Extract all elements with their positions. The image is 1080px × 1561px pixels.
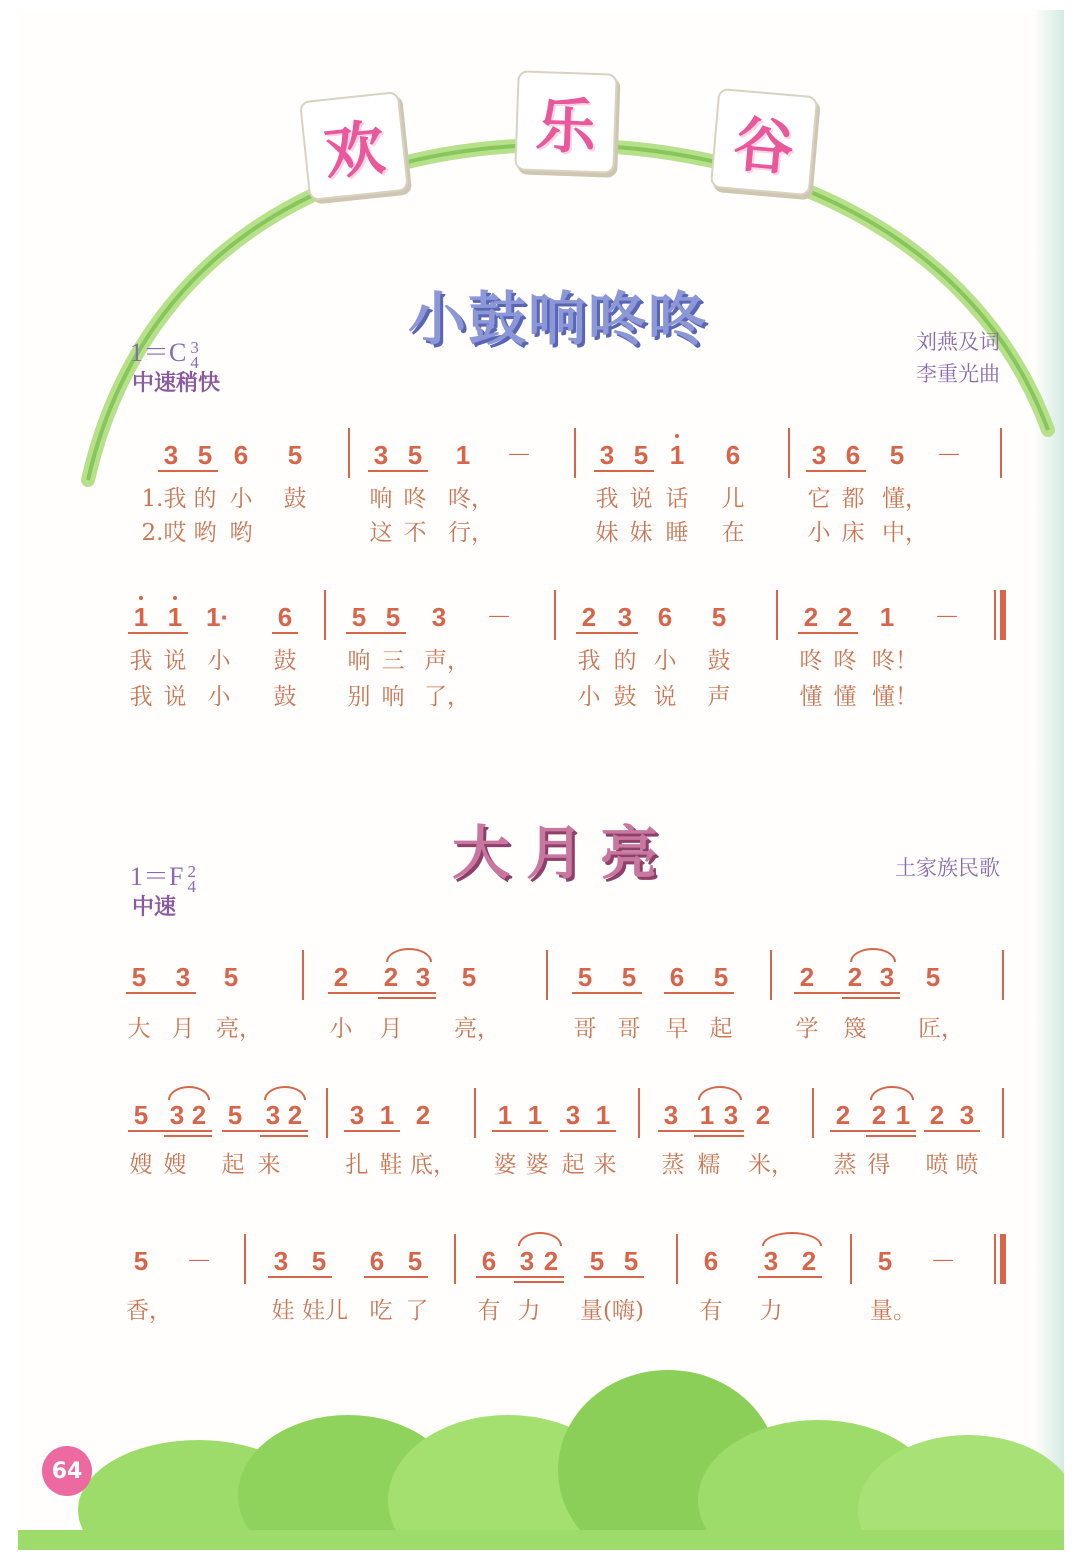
lyric: 我: [129, 684, 153, 710]
lyric: 鞋: [379, 1152, 403, 1178]
lyric: 响: [381, 684, 405, 710]
note: 3: [265, 1100, 281, 1130]
note: 5: [407, 440, 423, 470]
song1-title: 小鼓响咚咚: [408, 285, 709, 353]
song1-credits: [916, 326, 1000, 390]
underline: [798, 632, 858, 634]
lyric: 咚: [833, 648, 857, 674]
note: 5: [577, 962, 593, 992]
note: 2: [847, 962, 863, 992]
underline: [572, 992, 642, 994]
lyric: 哥: [617, 1016, 641, 1042]
lyric: 不: [403, 520, 427, 546]
underline: [368, 470, 428, 472]
underline: [476, 1276, 564, 1278]
note: 2: [835, 1100, 851, 1130]
barline: [474, 1088, 476, 1138]
note: 3: [175, 962, 191, 992]
final-barline-thick: [1000, 590, 1006, 640]
song2-tempo: 中速: [132, 895, 177, 920]
header-char-block-1: 欢: [299, 91, 409, 201]
note: 3: [617, 602, 633, 632]
lyric: 喷: [955, 1152, 979, 1178]
lyric: 1.我: [141, 486, 187, 512]
song1-time-den: 4: [190, 353, 199, 373]
song1-notes-row1: [18, 440, 1064, 480]
lyric: 有: [699, 1298, 723, 1324]
textbook-page: [18, 10, 1064, 1550]
lyric: 鼓: [283, 486, 307, 512]
underline: [328, 992, 436, 994]
note: 2: [191, 1100, 207, 1130]
barline: [776, 590, 778, 640]
lyric: 懂，: [882, 486, 928, 512]
underline: [128, 632, 188, 634]
note: 2: [837, 602, 853, 632]
song1-notes-row2: [18, 602, 1064, 642]
slur: [168, 1086, 210, 1100]
song1-lyrics-row2-v2: [18, 678, 1064, 718]
note: 6: [277, 602, 293, 632]
lyric: 咚: [403, 486, 427, 512]
underline: [694, 1135, 744, 1137]
song2-credit: 土家族民歌: [895, 856, 1000, 880]
lyric: 话: [665, 486, 689, 512]
lyric: 篾: [843, 1016, 867, 1042]
song2-lyrics-row1: [18, 1010, 1064, 1050]
note: 1: [879, 602, 895, 632]
underline: [758, 1276, 822, 1278]
note: 2: [801, 1246, 817, 1276]
barline: [788, 428, 790, 478]
lyric: 亮，: [454, 1016, 500, 1042]
underline: [128, 1130, 212, 1132]
note: 6: [481, 1246, 497, 1276]
lyric: 娃: [271, 1298, 295, 1324]
underline: [576, 632, 638, 634]
song1-key-text: 1＝C: [130, 338, 187, 367]
green-bushes-decoration: [18, 1360, 1064, 1550]
note: 5: [621, 962, 637, 992]
slur: [264, 1086, 306, 1100]
note: 5: [461, 962, 477, 992]
note: 5: [889, 440, 905, 470]
lyric: 小: [207, 648, 231, 674]
lyric: 中，: [882, 520, 928, 546]
barline: [812, 1088, 814, 1138]
lyric: 蒸: [833, 1152, 857, 1178]
lyric: 匠，: [918, 1016, 964, 1042]
note: 2: [871, 1100, 887, 1130]
note: 5: [623, 1246, 639, 1276]
header-char-block-2: 乐: [514, 70, 617, 173]
note: 3: [431, 602, 447, 632]
note: －: [936, 440, 963, 470]
final-barline-thick: [1000, 1234, 1006, 1284]
slur: [386, 948, 432, 962]
lyric: 得: [867, 1152, 891, 1178]
lyric: 响: [347, 648, 371, 674]
lyric: 这: [369, 520, 393, 546]
lyric: 有: [477, 1298, 501, 1324]
lyric: 我: [577, 648, 601, 674]
lyric: 都: [841, 486, 865, 512]
song1-lyrics-row1-v2: [18, 514, 1064, 554]
lyric: 亮，: [216, 1016, 262, 1042]
lyric: 米，: [748, 1152, 794, 1178]
lyric: 鼓: [273, 648, 297, 674]
note: 5: [311, 1246, 327, 1276]
note: －: [934, 602, 961, 632]
lyric: 月: [171, 1016, 195, 1042]
note: 5: [877, 1246, 893, 1276]
barline: [554, 590, 556, 640]
lyric: 我: [595, 486, 619, 512]
lyric: 嫂: [129, 1152, 153, 1178]
lyric: 咚: [799, 648, 823, 674]
lyric: 小: [653, 648, 677, 674]
barline: [244, 1234, 246, 1284]
note: 6: [845, 440, 861, 470]
note: 6: [657, 602, 673, 632]
slur: [870, 1086, 914, 1100]
lyric: 起: [561, 1152, 585, 1178]
lyric: 小: [229, 486, 253, 512]
song2-lyrics-row2: [18, 1146, 1064, 1186]
note: 1: [379, 1100, 395, 1130]
note: 5: [197, 440, 213, 470]
lyric: 的: [613, 648, 637, 674]
underline: [268, 1276, 332, 1278]
note: 2: [581, 602, 597, 632]
lyric: 懂！: [872, 684, 918, 710]
lyric: 床: [841, 520, 865, 546]
note: 5: [223, 962, 239, 992]
song2-title: 大月亮: [452, 819, 675, 887]
lyric: 行，: [448, 520, 494, 546]
note: 1: [595, 1100, 611, 1130]
note: 2: [755, 1100, 771, 1130]
lyric: 大: [127, 1016, 151, 1042]
note: 5: [133, 1246, 149, 1276]
note: 5: [287, 440, 303, 470]
lyric: 妹: [595, 520, 619, 546]
note: 2: [799, 962, 815, 992]
lyric: 喷: [925, 1152, 949, 1178]
lyric: 我: [129, 648, 153, 674]
note: 6: [725, 440, 741, 470]
song2-lyrics-row3: [18, 1292, 1064, 1332]
song2-key: [130, 856, 196, 897]
lyric: 它: [807, 486, 831, 512]
song1-lyrics-row2-v1: [18, 642, 1064, 682]
lyric: 懂: [799, 684, 823, 710]
note: 1: [527, 1100, 543, 1130]
lyric: 别: [347, 684, 371, 710]
song1-key: [130, 332, 199, 373]
lyric: 的: [193, 486, 217, 512]
barline: [326, 1088, 328, 1138]
note: 2: [383, 962, 399, 992]
note: 5: [589, 1246, 605, 1276]
barline: [1000, 428, 1002, 478]
note: 3: [169, 1100, 185, 1130]
barline: [574, 428, 576, 478]
note: 3: [373, 440, 389, 470]
lyric: 小: [807, 520, 831, 546]
lyric: 娃儿: [302, 1298, 348, 1324]
lyric: 了: [405, 1298, 429, 1324]
lyric: 了，: [424, 684, 470, 710]
high-octave-dot: [139, 596, 143, 600]
song1-tempo: 中速稍快: [132, 371, 221, 396]
note: 1: [162, 602, 188, 632]
underline: [560, 1130, 616, 1132]
note: 1·: [206, 602, 230, 632]
underline: [594, 470, 654, 472]
note: －: [506, 440, 533, 470]
note: 3: [519, 1246, 535, 1276]
lyric: 哥: [573, 1016, 597, 1042]
underline: [830, 1130, 916, 1132]
song1-time-num: 3: [190, 338, 199, 358]
note: 5: [351, 602, 367, 632]
lyric: 香，: [126, 1298, 172, 1324]
note: 5: [131, 962, 147, 992]
underline: [658, 1130, 744, 1132]
lyric: 来: [257, 1152, 281, 1178]
note: 3: [163, 440, 179, 470]
note: 6: [233, 440, 249, 470]
underline: [866, 1135, 916, 1137]
note: 5: [711, 602, 727, 632]
note: 2: [333, 962, 349, 992]
note: 1: [895, 1100, 911, 1130]
underline: [272, 632, 298, 634]
underline: [924, 1130, 980, 1132]
note: 5: [407, 1246, 423, 1276]
lyric: 声: [707, 684, 731, 710]
lyric: 婆: [525, 1152, 549, 1178]
note: 2: [803, 602, 819, 632]
final-barline-thin: [994, 590, 996, 640]
note: 3: [811, 440, 827, 470]
lyric: 吃: [369, 1298, 393, 1324]
note: 3: [349, 1100, 365, 1130]
note: －: [186, 1246, 213, 1276]
lyric: 蒸: [661, 1152, 685, 1178]
lyric: 糯: [697, 1152, 721, 1178]
note: 5: [713, 962, 729, 992]
song2-key-text: 1＝F: [130, 862, 184, 891]
header-char-block-3: 谷: [710, 88, 818, 196]
barline: [1002, 1088, 1004, 1138]
high-octave-dot: [675, 434, 679, 438]
barline: [546, 950, 548, 1000]
underline: [364, 1276, 428, 1278]
barline: [770, 950, 772, 1000]
barline: [850, 1234, 852, 1284]
lyric: 起: [709, 1016, 733, 1042]
note: 1: [497, 1100, 513, 1130]
lyric: 学: [795, 1016, 819, 1042]
lyric: 三: [381, 648, 405, 674]
lyric: 2.哎: [141, 520, 187, 546]
note: 5: [633, 440, 649, 470]
lyric: 来: [593, 1152, 617, 1178]
underline: [222, 1130, 308, 1132]
barline: [1002, 950, 1004, 1000]
lyric: 咚！: [872, 648, 918, 674]
lyric: 睡: [665, 520, 689, 546]
lyric: 力: [759, 1298, 783, 1324]
underline: [514, 1281, 564, 1283]
barline: [454, 1234, 456, 1284]
underline: [664, 992, 734, 994]
song2-notes-row1: [18, 962, 1064, 1002]
lyric: 说: [653, 684, 677, 710]
slur: [762, 1232, 822, 1246]
lyric: 鼓: [613, 684, 637, 710]
note: 3: [415, 962, 431, 992]
underline: [126, 992, 196, 994]
note: 3: [723, 1100, 739, 1130]
lyric: 底，: [410, 1152, 456, 1178]
note: 6: [703, 1246, 719, 1276]
underline: [260, 1135, 308, 1137]
note: 3: [273, 1246, 289, 1276]
lyric: 儿: [721, 486, 745, 512]
note: 3: [565, 1100, 581, 1130]
note: －: [930, 1246, 957, 1276]
note: 6: [669, 962, 685, 992]
note: 1: [664, 440, 690, 470]
underline: [158, 470, 218, 472]
lyric: 小: [207, 684, 231, 710]
lyric: 鼓: [273, 684, 297, 710]
barline: [302, 950, 304, 1000]
lyric: 鼓: [707, 648, 731, 674]
lyric: 说: [163, 684, 187, 710]
underline: [164, 1135, 212, 1137]
song1-lyricist: 刘燕及词: [916, 330, 1000, 354]
song1-composer: 李重光曲: [916, 362, 1000, 386]
song2-time-num: 2: [187, 862, 196, 882]
lyric: 懂: [833, 684, 857, 710]
note: 3: [959, 1100, 975, 1130]
lyric: 咚，: [448, 486, 494, 512]
barline: [676, 1234, 678, 1284]
lyric: 起: [221, 1152, 245, 1178]
slur: [698, 1086, 742, 1100]
note: 5: [925, 962, 941, 992]
note: 6: [369, 1246, 385, 1276]
note: －: [486, 602, 513, 632]
lyric: 月: [379, 1016, 403, 1042]
lyric: 力: [517, 1298, 541, 1324]
note: 2: [415, 1100, 431, 1130]
note: 3: [879, 962, 895, 992]
lyric: 婆: [493, 1152, 517, 1178]
lyric: 在: [721, 520, 745, 546]
note: 5: [385, 602, 401, 632]
underline: [806, 470, 866, 472]
lyric: 妹: [629, 520, 653, 546]
note: 5: [133, 1100, 149, 1130]
lyric: 早: [665, 1016, 689, 1042]
lyric: 哟: [229, 520, 253, 546]
lyric: 响: [369, 486, 393, 512]
lyric: 扎: [345, 1152, 369, 1178]
song2-notes-row3: [18, 1246, 1064, 1286]
underline: [346, 632, 406, 634]
underline: [842, 997, 900, 999]
lyric: 说: [163, 648, 187, 674]
lyric: 嫂: [163, 1152, 187, 1178]
lyric: 量。: [870, 1298, 916, 1324]
lyric: 声，: [424, 648, 470, 674]
note: 1: [128, 602, 154, 632]
lyric: 小: [329, 1016, 353, 1042]
song2-time-den: 4: [187, 877, 196, 897]
note: 2: [543, 1246, 559, 1276]
note: 1: [455, 440, 471, 470]
underline: [492, 1130, 548, 1132]
note: 3: [599, 440, 615, 470]
song2-notes-row2: [18, 1100, 1064, 1140]
barline: [324, 590, 326, 640]
note: 1: [699, 1100, 715, 1130]
slur: [850, 948, 896, 962]
underline: [378, 997, 436, 999]
underline: [794, 992, 900, 994]
note: 2: [287, 1100, 303, 1130]
slur: [518, 1232, 562, 1246]
note: 2: [929, 1100, 945, 1130]
lyric: 哟: [193, 520, 217, 546]
high-octave-dot: [173, 596, 177, 600]
note: 3: [663, 1100, 679, 1130]
underline: [344, 1130, 400, 1132]
lyric: 量(嗨): [580, 1298, 644, 1324]
barline: [638, 1088, 640, 1138]
note: 3: [763, 1246, 779, 1276]
note: 5: [227, 1100, 243, 1130]
underline: [584, 1276, 644, 1278]
final-barline-thin: [994, 1234, 996, 1284]
lyric: 小: [577, 684, 601, 710]
lyric: 说: [629, 486, 653, 512]
barline: [348, 428, 350, 478]
page-number-badge: 64: [42, 1446, 92, 1496]
